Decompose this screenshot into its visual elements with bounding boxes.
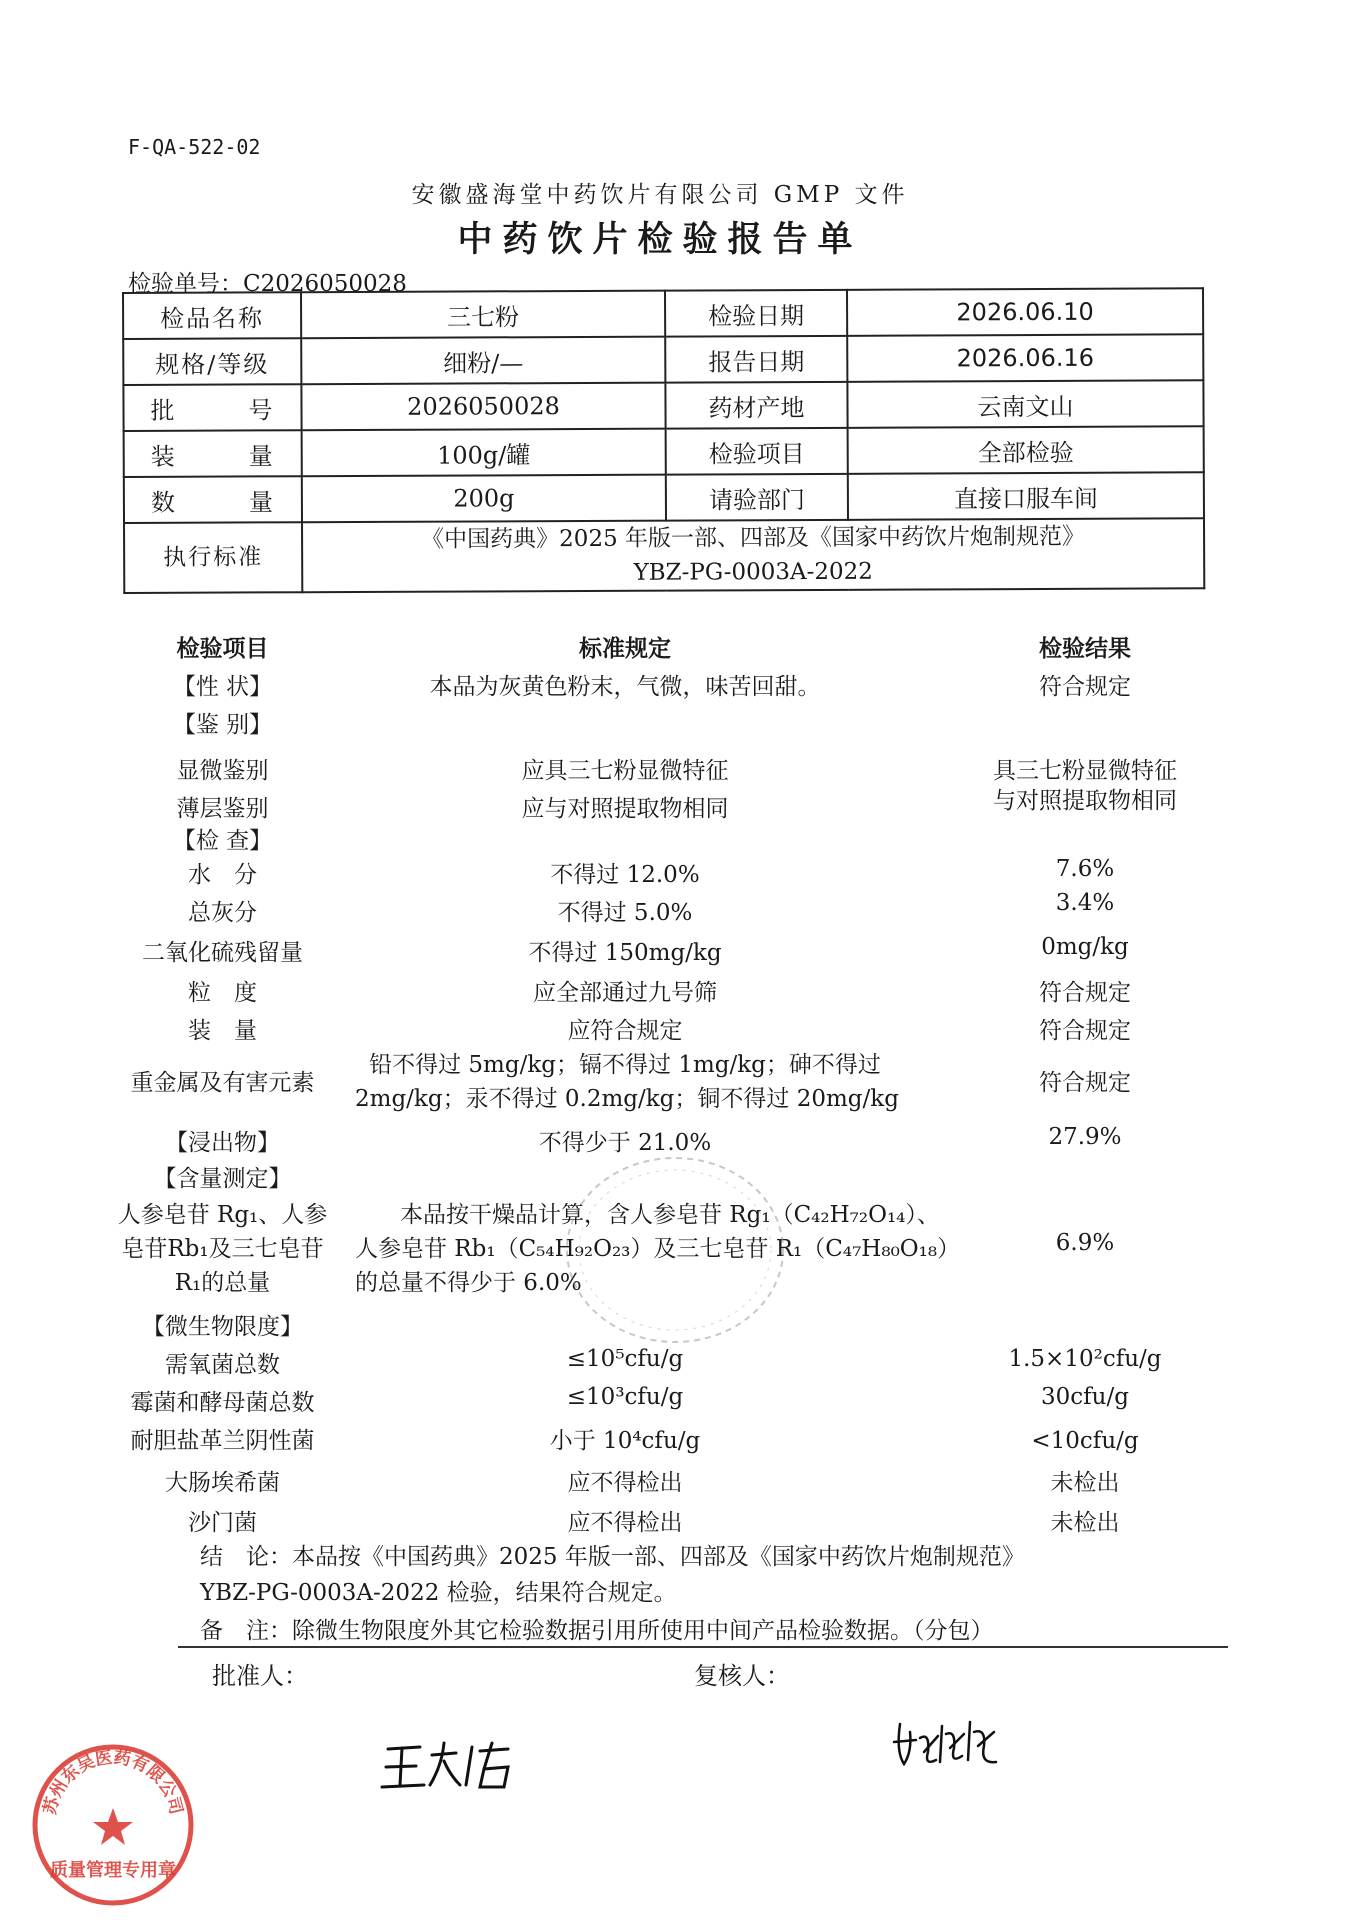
svg-text:苏州东吴医药有限公司 bbox=[39, 1748, 186, 1817]
conclusion-line2: YBZ-PG-0003A-2022 检验，结果符合规定。 bbox=[200, 1580, 677, 1606]
batch-label: 批 号 bbox=[123, 384, 301, 431]
approver-signature bbox=[380, 1735, 520, 1797]
quantity-label: 数 量 bbox=[124, 476, 302, 523]
seal-bottom-text: 质量管理专用章 bbox=[50, 1860, 176, 1881]
document-code: F-QA-522-02 bbox=[128, 135, 261, 159]
row-ash: 总灰分 不得过 5.0% 3.4% bbox=[188, 890, 1115, 926]
department-label: 请验部门 bbox=[666, 474, 848, 521]
divider bbox=[178, 1646, 1228, 1648]
results-header: 检验项目 标准规定 检验结果 bbox=[176, 635, 1131, 662]
section-identification: 【鉴 别】 bbox=[172, 712, 273, 738]
section-assay: 【含量测定】 bbox=[153, 1166, 292, 1192]
pack-label: 装 量 bbox=[124, 430, 302, 477]
conclusion-line1: 结 论：本品按《中国药典》2025 年版一部、四部及《国家中药饮片炮制规范》 bbox=[200, 1544, 1025, 1570]
header-table bbox=[122, 287, 1205, 594]
section-microbe: 【微生物限度】 bbox=[142, 1314, 303, 1340]
approver-label: 批准人： bbox=[212, 1662, 308, 1690]
row-so2: 二氧化硫残留量 不得过 150mg/kg 0mg/kg bbox=[142, 934, 1129, 966]
row-bile: 耐胆盐革兰阴性菌 小于 10⁴cfu/g <10cfu/g bbox=[130, 1428, 1139, 1454]
reviewer-label: 复核人： bbox=[694, 1662, 790, 1690]
department: 直接口服车间 bbox=[848, 472, 1204, 520]
row-tlc-id: 薄层鉴别 应与对照提取物相同 与对照提取物相同 bbox=[176, 788, 1177, 822]
report-date-label: 报告日期 bbox=[665, 336, 847, 383]
items-label: 检验项目 bbox=[666, 428, 848, 475]
report-date: 2026.06.16 bbox=[847, 334, 1203, 382]
origin-label: 药材产地 bbox=[665, 382, 847, 429]
reviewer-signature bbox=[890, 1712, 1010, 1776]
quantity: 200g bbox=[302, 475, 666, 523]
items: 全部检验 bbox=[848, 426, 1204, 474]
row-mold: 霉菌和酵母菌总数 ≤10³cfu/g 30cfu/g bbox=[130, 1384, 1129, 1416]
row-extract: 【浸出物】 不得少于 21.0% 27.9% bbox=[165, 1124, 1122, 1156]
order-number-value: C2026050028 bbox=[243, 271, 407, 297]
seal-top-text: 苏州东吴医药有限公司 bbox=[40, 1747, 186, 1817]
test-date: 2026.06.10 bbox=[847, 288, 1203, 336]
row-assay: 人参皂苷 Rg₁、人参 皂苷Rb₁及三七皂苷 R₁的总量 本品按干燥品计算，含人参皂苷 Rg₁（C₄₂H₇₂O₁₄）、 人参皂苷 Rb₁（C₅₄H₉₂O₂₃）及三七皂苷 R₁（C₄₇H₈₀O₁₈） 的总量不得少于 6.0% 6.9% bbox=[117, 1202, 1115, 1296]
row-granularity: 粒 度 应全部通过九号筛 符合规定 bbox=[188, 980, 1131, 1006]
row-salmonella: 沙门菌 应不得检出 未检出 bbox=[188, 1510, 1120, 1536]
row-character: 【性 状】 本品为灰黄色粉末，气微，味苦回甜。 符合规定 bbox=[172, 674, 1131, 700]
remark: 备 注：除微生物限度外其它检验数据引用所使用中间产品检验数据。（分包） bbox=[200, 1618, 994, 1644]
row-micro-id: 显微鉴别 应具三七粉显微特征 具三七粉显微特征 bbox=[176, 758, 1177, 784]
spec-label: 规格/等级 bbox=[123, 338, 301, 385]
pack: 100g/罐 bbox=[302, 429, 666, 477]
standard-label: 执行标准 bbox=[124, 522, 302, 593]
standard-value: 《中国药典》2025 年版一部、四部及《国家中药饮片炮制规范》 YBZ-PG-0003A-2022 bbox=[302, 518, 1204, 592]
test-date-label: 检验日期 bbox=[665, 290, 847, 337]
batch-number: 2026050028 bbox=[301, 383, 665, 431]
spec: 细粉/— bbox=[301, 337, 665, 385]
red-company-seal bbox=[28, 1740, 198, 1910]
row-ecoli: 大肠埃希菌 应不得检出 未检出 bbox=[165, 1470, 1120, 1496]
row-aerobic: 需氧菌总数 ≤10⁵cfu/g 1.5×10²cfu/g bbox=[165, 1346, 1162, 1378]
row-fill: 装 量 应符合规定 符合规定 bbox=[188, 1018, 1131, 1044]
product-name: 三七粉 bbox=[301, 291, 665, 339]
company-header: 安徽盛海堂中药饮片有限公司 GMP 文件 bbox=[411, 182, 909, 208]
row-water: 水 分 不得过 12.0% 7.6% bbox=[188, 856, 1115, 888]
product-name-label: 检品名称 bbox=[123, 292, 301, 339]
report-title: 中药饮片检验报告单 bbox=[457, 219, 863, 260]
faint-company-stamp bbox=[560, 1150, 790, 1350]
row-heavy-metals: 重金属及有害元素 铅不得过 5mg/kg；镉不得过 1mg/kg；砷不得过 2mg/kg；汞不得过 0.2mg/kg；铜不得过 20mg/kg 符合规定 bbox=[130, 1052, 1131, 1112]
order-number-label: 检验单号： bbox=[128, 271, 243, 297]
section-inspection: 【检 查】 bbox=[172, 828, 273, 854]
origin: 云南文山 bbox=[847, 380, 1203, 428]
